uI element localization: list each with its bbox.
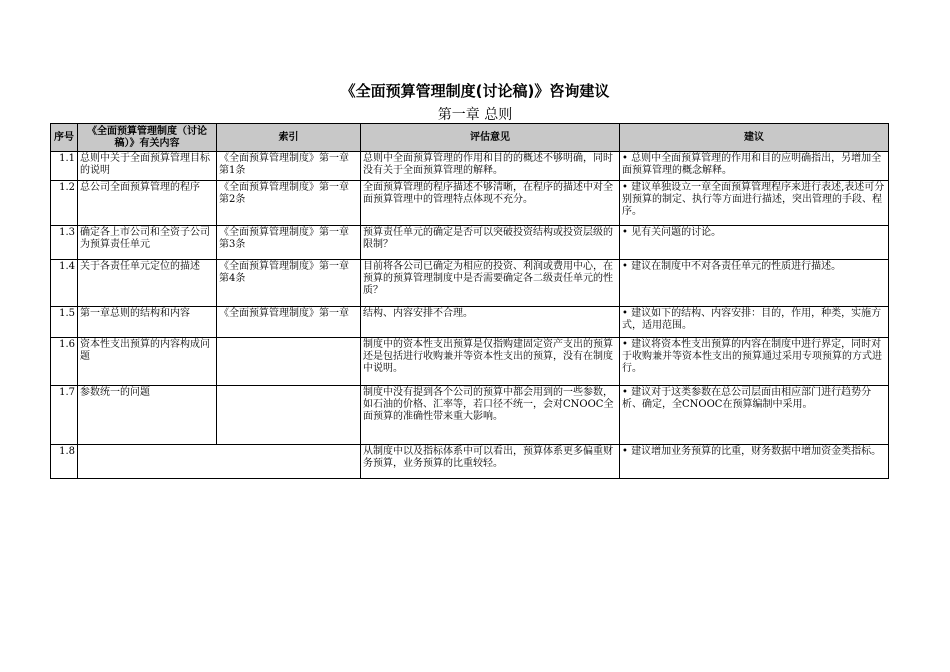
row-seq: 1.6 xyxy=(51,338,78,386)
header-content: 《全面预算管理制度（讨论稿）》有关内容 xyxy=(78,124,217,152)
row-suggestion: • 建议增加业务预算的比重，财务数据中增加资金类指标。 xyxy=(620,445,889,479)
row-index xyxy=(217,386,361,445)
row-content: 第一章总则的结构和内容 xyxy=(78,307,217,338)
row-suggestion: • 建议如下的结构、内容安排：目的，作用，种类，实施方式，适用范围。 xyxy=(620,307,889,338)
table-row xyxy=(51,260,889,307)
table-row xyxy=(51,445,889,479)
table-row xyxy=(51,152,889,181)
row-index: 《全面预算管理制度》第一章第4条 xyxy=(217,260,361,307)
table-row xyxy=(51,386,889,445)
row-seq: 1.1 xyxy=(51,152,78,181)
row-opinion: 制度中的资本性支出预算是仅指购建固定资产支出的预算还是包括进行收购兼并等资本性支出的预算，没有在制度中说明。 xyxy=(361,338,620,386)
row-index: 《全面预算管理制度》第一章 xyxy=(217,307,361,338)
row-index xyxy=(217,338,361,386)
page-title: 《全面预算管理制度(讨论稿)》咨询建议 xyxy=(340,82,610,100)
row-seq: 1.4 xyxy=(51,260,78,307)
row-suggestion: • 建议对于这类参数在总公司层面由相应部门进行趋势分析、确定，全CNOOC在预算编制中采用。 xyxy=(620,386,889,445)
table-header-row xyxy=(51,124,889,152)
header-seq: 序号 xyxy=(51,124,78,152)
row-content xyxy=(78,445,361,479)
row-seq: 1.5 xyxy=(51,307,78,338)
row-index: 《全面预算管理制度》第一章第3条 xyxy=(217,226,361,260)
header-opinion: 评估意见 xyxy=(361,124,620,152)
row-opinion: 制度中没有提到各个公司的预算中都会用到的一些参数，如石油的价格、汇率等，若口径不统一，会对CNOOC全面预算的准确性带来重大影响。 xyxy=(361,386,620,445)
row-content: 总公司全面预算管理的程序 xyxy=(78,181,217,226)
table-row xyxy=(51,181,889,226)
table-row xyxy=(51,307,889,338)
row-index: 《全面预算管理制度》第一章第2条 xyxy=(217,181,361,226)
row-opinion: 总则中全面预算管理的作用和目的的概述不够明确，同时没有关于全面预算管理的解释。 xyxy=(361,152,620,181)
chapter-title: 第一章 总则 xyxy=(437,107,513,123)
row-content: 确定各上市公司和全资子公司为预算责任单元 xyxy=(78,226,217,260)
row-seq: 1.8 xyxy=(51,445,78,479)
header-suggestion: 建议 xyxy=(620,124,889,152)
row-index: 《全面预算管理制度》第一章第1条 xyxy=(217,152,361,181)
row-opinion: 目前将各公司已确定为相应的投资、利润或费用中心，在预算的预算管理制度中是否需要确定各二级责任单元的性质？ xyxy=(361,260,620,307)
row-seq: 1.2 xyxy=(51,181,78,226)
row-suggestion: • 建议将资本性支出预算的内容在制度中进行界定，同时对于收购兼并等资本性支出的预算通过采用专项预算的方式进行。 xyxy=(620,338,889,386)
row-suggestion: • 建议在制度中不对各责任单元的性质进行描述。 xyxy=(620,260,889,307)
row-opinion: 结构、内容安排不合理。 xyxy=(361,307,620,338)
row-opinion: 全面预算管理的程序描述不够清晰，在程序的描述中对全面预算管理中的管理特点体现不充分。 xyxy=(361,181,620,226)
row-content: 资本性支出预算的内容构成问题 xyxy=(78,338,217,386)
advice-table xyxy=(50,123,889,479)
row-suggestion: • 建议单独设立一章全面预算管理程序来进行表述,表述可分别预算的制定、执行等方面进行描述，突出管理的手段、程序。 xyxy=(620,181,889,226)
row-content: 总则中关于全面预算管理目标的说明 xyxy=(78,152,217,181)
row-opinion: 预算责任单元的确定是否可以突破投资结构或投资层级的限制？ xyxy=(361,226,620,260)
row-suggestion: • 总则中全面预算管理的作用和目的应明确指出，另增加全面预算管理的概念解释。 xyxy=(620,152,889,181)
table-row xyxy=(51,338,889,386)
row-seq: 1.3 xyxy=(51,226,78,260)
row-seq: 1.7 xyxy=(51,386,78,445)
row-content: 关于各责任单元定位的描述 xyxy=(78,260,217,307)
row-suggestion: • 见有关问题的讨论。 xyxy=(620,226,889,260)
table-row xyxy=(51,226,889,260)
header-index: 索引 xyxy=(217,124,361,152)
row-opinion: 从制度中以及指标体系中可以看出，预算体系更多偏重财务预算，业务预算的比重较轻。 xyxy=(361,445,620,479)
row-content: 参数统一的问题 xyxy=(78,386,217,445)
